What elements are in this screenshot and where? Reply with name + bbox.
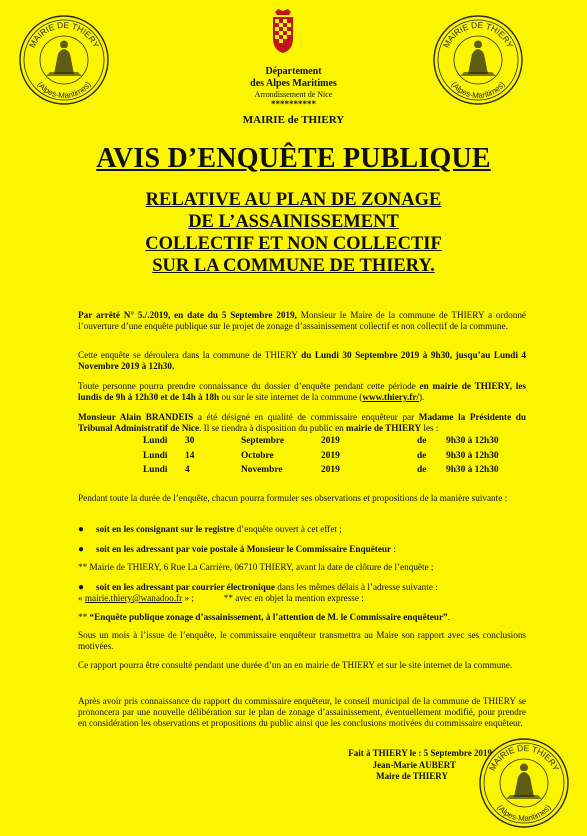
- subtitle-line: DE L’ASSAINISSEMENT: [188, 212, 399, 232]
- email-link[interactable]: mairie.thiery@wanadoo.fr: [84, 593, 183, 603]
- subtitle-line: SUR LA COMMUNE DE THIERY.: [152, 256, 435, 276]
- mairie-seal-stamp: [478, 737, 570, 829]
- subtitle-line: RELATIVE AU PLAN DE ZONAGE: [145, 190, 442, 210]
- monaco-crest-icon: [270, 8, 296, 54]
- arrete-paragraph: Par arrêté N° 5./.2019, en date du 5 Septembre 2019, Monsieur le Maire de la commune de THIERY a ordonné l’ouverture d’une enquête publique sur le projet de zonage d’assainissement collectif et non collectif de la commune.: [78, 310, 526, 332]
- mairie-name: MAIRIE de THIERY: [242, 114, 345, 126]
- department-name: des Alpes Maritimes: [250, 78, 337, 89]
- schedule-row: Lundi 30 Septembre 2019 de 9h30 à 12h30: [143, 436, 499, 446]
- option-postale: ● soit en les adressant par voie postale à Monsieur le Commissaire Enquêteur :: [78, 544, 396, 555]
- email-line: « mairie.thiery@wanadoo.fr » ; ** avec en objet la mention expresse :: [78, 593, 364, 603]
- subtitle-line: COLLECTIF ET NON COLLECTIF: [145, 234, 442, 254]
- commissioner-paragraph: Monsieur Alain BRANDEIS a été désigné en qualité de commissaire enquêteur par Madame la Présidente du Tribunal Administratif de Nice. Il se tiendra à disposition du public en mairie de THIERY les :: [78, 412, 526, 434]
- svg-text:(Alpes-Maritimes): (Alpes-Maritimes): [449, 80, 507, 101]
- arrondissement: Arrondissement de Nice: [254, 90, 333, 99]
- svg-text:(Alpes-Maritimes): (Alpes-Maritimes): [495, 803, 553, 824]
- svg-text:MAIRIE DE THIERY: MAIRIE DE THIERY: [486, 742, 562, 773]
- bullet-icon: ●: [78, 524, 85, 535]
- email-subject: ** “Enquête publique zonage d’assainissement, à l’attention de M. le Commissaire enquêteur”.: [78, 612, 450, 622]
- page-title: AVIS D’ENQUÊTE PUBLIQUE: [96, 143, 491, 174]
- svg-text:MAIRIE DE THIERY: MAIRIE DE THIERY: [26, 19, 102, 50]
- svg-text:MAIRIE DE THIERY: MAIRIE DE THIERY: [440, 19, 516, 50]
- department-line: Département: [265, 66, 322, 77]
- consultation-paragraph: Toute personne pourra prendre connaissance du dossier d’enquête pendant cette période en mairie de THIERY, les lundis de 9h à 12h30 et de 14h à 18h ou sur le site internet de la commune (www.thiery.fr/).: [78, 381, 526, 403]
- bullet-icon: ●: [78, 544, 85, 555]
- council-paragraph: Après avoir pris connaissance du rapport du commissaire enquêteur, le conseil municipal de la commune de THIERY se prononcera par une nouvelle délibération sur le plan de zonage d’assainissement, éventuellement modifié, pour prendre en considération les observations et propositions du public ainsi que les conclusions motivées du commissaire enquêteur.: [78, 696, 526, 729]
- separator: **********: [271, 99, 316, 109]
- permanence-schedule: [143, 436, 516, 480]
- report-paragraph: Sous un mois à l’issue de l’enquête, le commissaire enquêteur transmettra au Maire son rapport avec ses conclusions motivées.: [78, 630, 526, 652]
- option-registre: ● soit en les consignant sur le registre d’enquête ouvert à cet effet ;: [78, 524, 342, 535]
- schedule-row: Lundi 14 Octobre 2019 de 9h30 à 12h30: [143, 450, 499, 461]
- dates-paragraph: Cette enquête se déroulera dans la commune de THIERY du Lundi 30 Septembre 2019 à 9h30, jusqu’au Lundi 4 Novembre 2019 à 12h30.: [78, 350, 526, 372]
- option-email: ● soit en les adressant par courrier électronique dans les mêmes délais à l’adresse suivante :: [78, 582, 438, 593]
- signature-name: Jean-Marie AUBERT: [372, 760, 456, 770]
- svg-text:(Alpes-Maritimes): (Alpes-Maritimes): [35, 80, 93, 101]
- signature-title: Maire de THIERY: [376, 771, 448, 781]
- schedule-row: Lundi 4 Novembre 2019 de 9h30 à 12h30: [143, 465, 499, 475]
- observations-intro: Pendant toute la durée de l’enquête, chacun pourra formuler ses observations et propositions de la manière suivante :: [78, 493, 508, 503]
- postal-address: ** Mairie de THIERY, 6 Rue La Carrière, 06710 THIERY, avant la date de clôture de l’enquête ;: [78, 562, 434, 572]
- bullet-icon: ●: [78, 582, 85, 593]
- website-link[interactable]: www.thiery.fr/: [362, 392, 419, 403]
- report-consultation-paragraph: Ce rapport pourra être consulté pendant une durée d’un an en mairie de THIERY et sur le site internet de la commune.: [78, 660, 513, 670]
- signature-date: Fait à THIERY le : 5 Septembre 2019: [348, 748, 492, 758]
